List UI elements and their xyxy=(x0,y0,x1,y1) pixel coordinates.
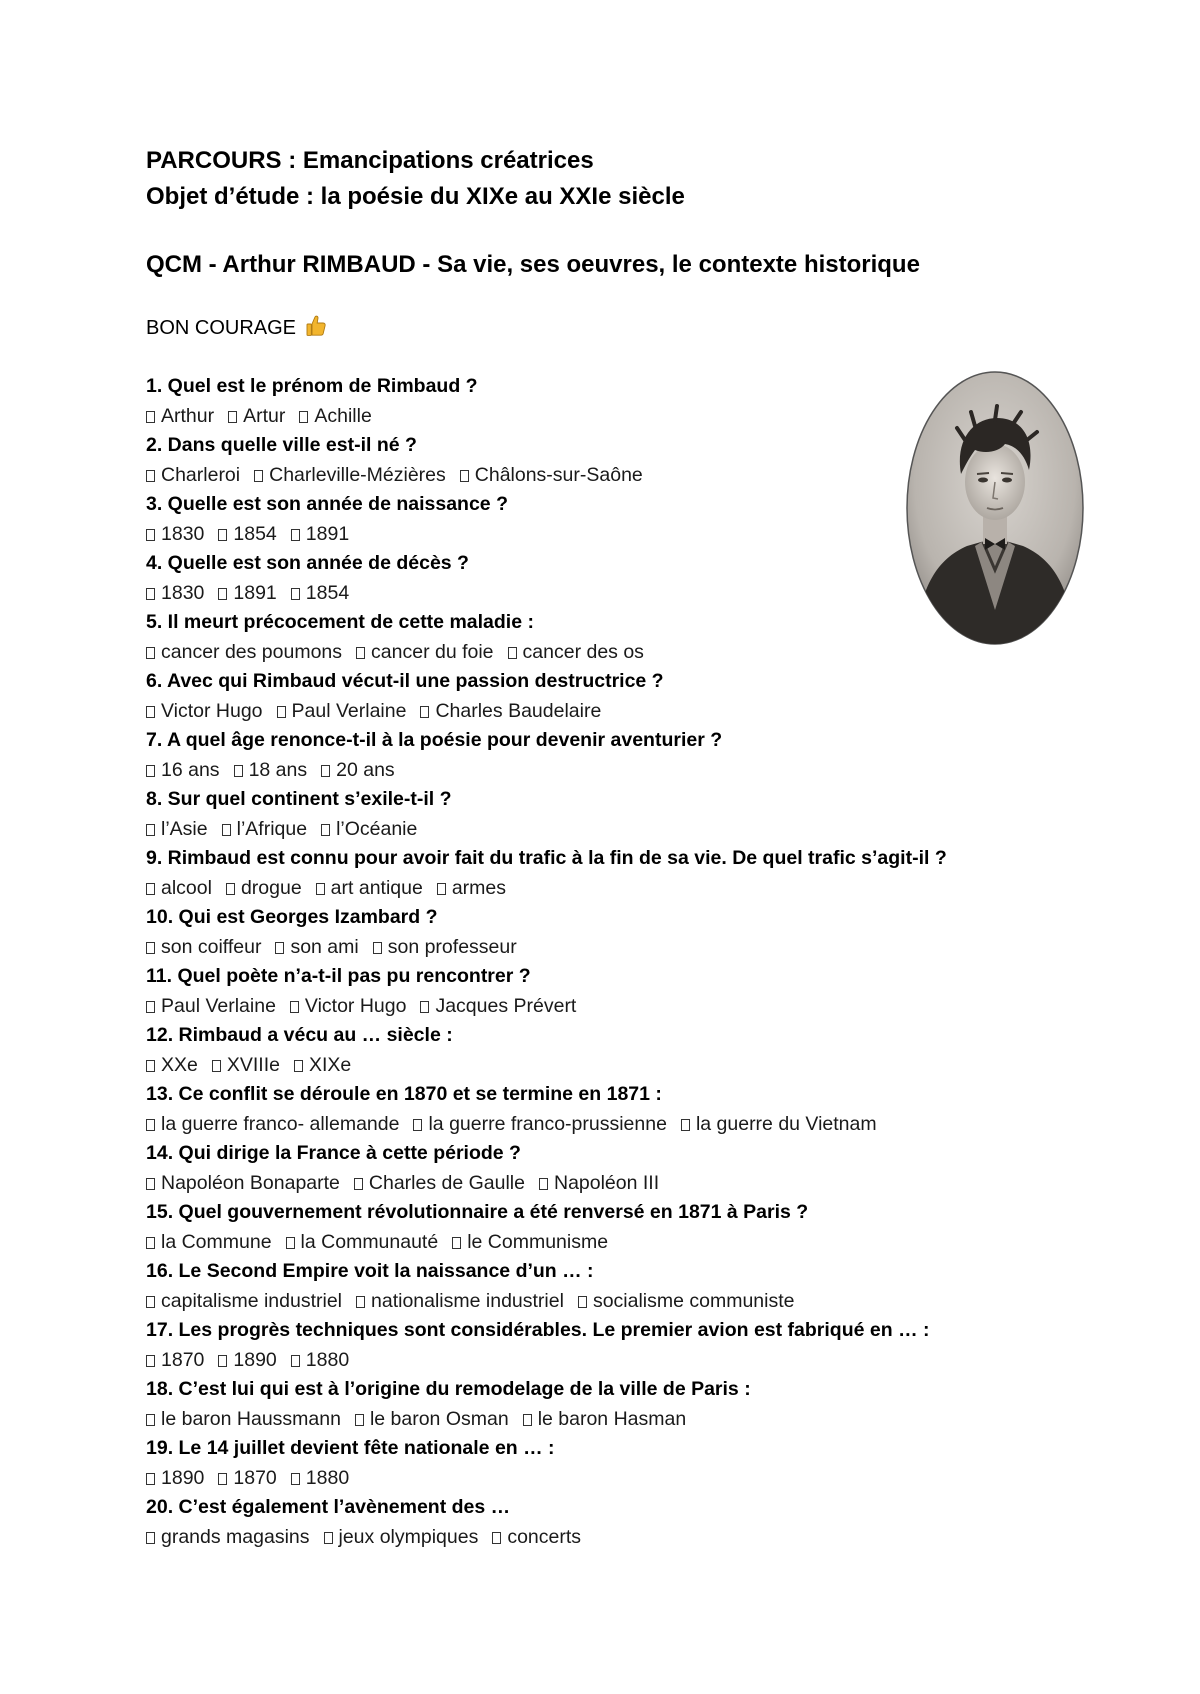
answer-option-label: Arthur xyxy=(161,404,215,427)
checkbox-icon[interactable] xyxy=(218,529,227,541)
answer-options xyxy=(146,1287,1086,1317)
answer-options xyxy=(146,1110,1086,1140)
question-text: 4. Quelle est son année de décès ? xyxy=(146,552,469,574)
checkbox-icon[interactable] xyxy=(452,1237,461,1249)
checkbox-icon[interactable] xyxy=(146,411,155,423)
answer-option[interactable] xyxy=(146,520,204,550)
answer-option-label: XIXe xyxy=(308,1053,352,1076)
objet-etude-title: Objet d’étude : la poésie du XIXe au XXIe siècle xyxy=(146,183,685,210)
checkbox-icon[interactable] xyxy=(286,1237,295,1249)
answer-option-label: cancer des os xyxy=(522,640,644,663)
answer-option[interactable] xyxy=(460,461,643,491)
answer-option-label: Napoléon III xyxy=(553,1171,660,1194)
answer-option-label: Paul Verlaine xyxy=(161,994,276,1017)
answer-option-label: le baron Haussmann xyxy=(161,1407,341,1430)
answer-option[interactable] xyxy=(290,992,407,1022)
answer-option[interactable] xyxy=(294,1051,351,1081)
checkbox-icon[interactable] xyxy=(290,1001,299,1013)
answer-option-label: Achille xyxy=(314,404,372,427)
answer-option[interactable] xyxy=(254,461,446,491)
checkbox-icon[interactable] xyxy=(356,647,365,659)
answer-option-label: XXe xyxy=(161,1053,198,1076)
answer-option[interactable] xyxy=(146,1464,204,1494)
parcours-title: PARCOURS : Emancipations créatrices xyxy=(146,147,594,174)
answer-option-label: Paul Verlaine xyxy=(291,699,407,722)
checkbox-icon[interactable] xyxy=(420,706,429,718)
checkbox-icon[interactable] xyxy=(146,824,155,836)
checkbox-icon[interactable] xyxy=(222,824,231,836)
answer-option[interactable] xyxy=(539,1169,659,1199)
answer-option[interactable] xyxy=(291,520,349,550)
checkbox-icon[interactable] xyxy=(291,1355,300,1367)
answer-option-label: 1870 xyxy=(233,1466,277,1489)
checkbox-icon[interactable] xyxy=(355,1414,364,1426)
checkbox-icon[interactable] xyxy=(146,706,155,718)
answer-option[interactable] xyxy=(321,815,417,845)
checkbox-icon[interactable] xyxy=(373,942,382,954)
answer-options xyxy=(146,1169,1086,1199)
question-text: 18. C’est lui qui est à l’origine du remodelage de la ville de Paris : xyxy=(146,1378,751,1400)
checkbox-icon[interactable] xyxy=(218,1355,227,1367)
question-text: 5. Il meurt précocement de cette maladie : xyxy=(146,611,534,633)
answer-option[interactable] xyxy=(420,697,601,727)
question-text: 12. Rimbaud a vécu au … siècle : xyxy=(146,1024,453,1046)
answer-option-label: nationalisme industriel xyxy=(371,1289,564,1312)
answer-options xyxy=(146,1464,1086,1494)
checkbox-icon[interactable] xyxy=(146,765,155,777)
answer-option-label: Charles de Gaulle xyxy=(368,1171,525,1194)
answer-option-label: cancer du foie xyxy=(371,640,494,663)
answer-options xyxy=(146,874,1086,904)
answer-option-label: son coiffeur xyxy=(161,935,262,958)
answer-option-label: cancer des poumons xyxy=(161,640,343,663)
answer-option[interactable] xyxy=(452,1228,608,1258)
answer-option-label: 20 ans xyxy=(336,758,395,781)
checkbox-icon[interactable] xyxy=(437,883,446,895)
checkbox-icon[interactable] xyxy=(681,1119,690,1131)
answer-options xyxy=(146,756,1086,786)
answer-option[interactable] xyxy=(316,874,423,904)
answer-option-label: 1830 xyxy=(161,522,205,545)
answer-option[interactable] xyxy=(218,520,276,550)
thumbs-up-icon xyxy=(306,315,326,337)
answer-option-label: le baron Osman xyxy=(369,1407,509,1430)
checkbox-icon[interactable] xyxy=(146,470,155,482)
checkbox-icon[interactable] xyxy=(291,588,300,600)
answer-option[interactable] xyxy=(413,1110,666,1140)
answer-option-label: le Communisme xyxy=(467,1230,609,1253)
answer-option-label: jeux olympiques xyxy=(338,1525,479,1548)
answer-option[interactable] xyxy=(218,579,276,609)
checkbox-icon[interactable] xyxy=(508,647,517,659)
checkbox-icon[interactable] xyxy=(291,529,300,541)
answer-option[interactable] xyxy=(146,815,208,845)
checkbox-icon[interactable] xyxy=(218,1473,227,1485)
answer-option[interactable] xyxy=(146,1287,342,1317)
answer-option-label: la guerre du Vietnam xyxy=(695,1112,877,1135)
answer-options xyxy=(146,815,1086,845)
answer-option[interactable] xyxy=(146,933,261,963)
encouragement-text: BON COURAGE xyxy=(146,317,297,339)
checkbox-icon[interactable] xyxy=(254,470,263,482)
checkbox-icon[interactable] xyxy=(146,1001,155,1013)
answer-option[interactable] xyxy=(354,1169,525,1199)
checkbox-icon[interactable] xyxy=(146,588,155,600)
checkbox-icon[interactable] xyxy=(146,1414,155,1426)
answer-option-label: 1890 xyxy=(233,1348,277,1371)
question-text: 7. A quel âge renonce-t-il à la poésie pour devenir aventurier ? xyxy=(146,729,723,751)
answer-option[interactable] xyxy=(146,1405,341,1435)
answer-option-label: 1891 xyxy=(233,581,277,604)
answer-option-label: Napoléon Bonaparte xyxy=(161,1171,340,1194)
answer-option[interactable] xyxy=(275,933,358,963)
rimbaud-portrait xyxy=(905,370,1085,646)
answer-option[interactable] xyxy=(146,756,220,786)
question-text: 6. Avec qui Rimbaud vécut-il une passion destructrice ? xyxy=(146,670,664,692)
answer-option[interactable] xyxy=(146,1169,340,1199)
question-text: 9. Rimbaud est connu pour avoir fait du trafic à la fin de sa vie. De quel trafic s’agit-il ? xyxy=(146,847,947,869)
answer-option-label: 16 ans xyxy=(161,758,220,781)
answer-options xyxy=(146,1346,1086,1376)
question-text: 11. Quel poète n’a-t-il pas pu rencontrer ? xyxy=(146,965,531,987)
checkbox-icon[interactable] xyxy=(146,529,155,541)
answer-option[interactable] xyxy=(146,1228,272,1258)
answer-option[interactable] xyxy=(373,933,517,963)
answer-option-label: son ami xyxy=(290,935,359,958)
checkbox-icon[interactable] xyxy=(146,942,155,954)
answer-option-label: 1854 xyxy=(305,581,350,604)
answer-option[interactable] xyxy=(146,874,212,904)
checkbox-icon[interactable] xyxy=(228,411,237,423)
answer-option[interactable] xyxy=(356,638,494,668)
checkbox-icon[interactable] xyxy=(234,765,243,777)
checkbox-icon[interactable] xyxy=(146,1473,155,1485)
checkbox-icon[interactable] xyxy=(321,824,330,836)
answer-option-label: la guerre franco-prussienne xyxy=(428,1112,667,1135)
checkbox-icon[interactable] xyxy=(146,883,155,895)
answer-option[interactable] xyxy=(492,1523,581,1553)
checkbox-icon[interactable] xyxy=(291,1473,300,1485)
answer-option-label: Artur xyxy=(243,404,286,427)
question-text: 8. Sur quel continent s’exile-t-il ? xyxy=(146,788,452,810)
answer-option-label: l’Océanie xyxy=(336,817,418,840)
checkbox-icon[interactable] xyxy=(420,1001,429,1013)
question-text: 13. Ce conflit se déroule en 1870 et se termine en 1871 : xyxy=(146,1083,662,1105)
answer-option-label: Charleville-Mézières xyxy=(269,463,446,486)
question-text: 14. Qui dirige la France à cette période ? xyxy=(146,1142,521,1164)
question-text: 16. Le Second Empire voit la naissance d’un … : xyxy=(146,1260,594,1282)
answer-option-label: Charleroi xyxy=(161,463,241,486)
question-text: 3. Quelle est son année de naissance ? xyxy=(146,493,508,515)
answer-option[interactable] xyxy=(523,1405,687,1435)
answer-option-label: la Commune xyxy=(161,1230,272,1253)
answer-option-label: la guerre franco- allemande xyxy=(161,1112,400,1135)
answer-option[interactable] xyxy=(437,874,506,904)
answer-option-label: socialisme communiste xyxy=(592,1289,795,1312)
answer-option[interactable] xyxy=(146,1110,399,1140)
checkbox-icon[interactable] xyxy=(146,1355,155,1367)
answer-options xyxy=(146,1051,1086,1081)
checkbox-icon[interactable] xyxy=(460,470,469,482)
checkbox-icon[interactable] xyxy=(324,1532,333,1544)
answer-option[interactable] xyxy=(228,402,285,432)
checkbox-icon[interactable] xyxy=(294,1060,303,1072)
answer-option[interactable] xyxy=(420,992,576,1022)
answer-option[interactable] xyxy=(212,1051,280,1081)
answer-option-label: 1854 xyxy=(233,522,277,545)
question-text: 10. Qui est Georges Izambard ? xyxy=(146,906,438,928)
answer-option[interactable] xyxy=(146,638,342,668)
question-text: 2. Dans quelle ville est-il né ? xyxy=(146,434,417,456)
answer-option[interactable] xyxy=(146,1523,310,1553)
checkbox-icon[interactable] xyxy=(212,1060,221,1072)
checkbox-icon[interactable] xyxy=(277,706,286,718)
answer-option-label: l’Asie xyxy=(161,817,208,840)
checkbox-icon[interactable] xyxy=(146,1178,155,1190)
answer-option-label: capitalisme industriel xyxy=(161,1289,342,1312)
checkbox-icon[interactable] xyxy=(356,1296,365,1308)
answer-option[interactable] xyxy=(286,1228,439,1258)
answer-option[interactable] xyxy=(291,1464,349,1494)
checkbox-icon[interactable] xyxy=(413,1119,422,1131)
answer-option-label: 1891 xyxy=(305,522,350,545)
checkbox-icon[interactable] xyxy=(321,765,330,777)
encouragement-line xyxy=(146,313,326,343)
answer-option-label: concerts xyxy=(507,1525,582,1548)
answer-option[interactable] xyxy=(218,1464,276,1494)
answer-option-label: drogue xyxy=(240,876,302,899)
checkbox-icon[interactable] xyxy=(146,1237,155,1249)
answer-option[interactable] xyxy=(222,815,307,845)
checkbox-icon[interactable] xyxy=(354,1178,363,1190)
answer-option-label: le baron Hasman xyxy=(537,1407,687,1430)
answer-option-label: Charles Baudelaire xyxy=(435,699,602,722)
answer-option-label: la Communauté xyxy=(300,1230,439,1253)
checkbox-icon[interactable] xyxy=(492,1532,501,1544)
answer-option[interactable] xyxy=(234,756,308,786)
answer-option-label: 1830 xyxy=(161,581,205,604)
checkbox-icon[interactable] xyxy=(146,1296,155,1308)
answer-option[interactable] xyxy=(508,638,644,668)
answer-options xyxy=(146,1405,1086,1435)
answer-option-label: XVIIIe xyxy=(226,1053,280,1076)
answer-option[interactable] xyxy=(681,1110,877,1140)
answer-option[interactable] xyxy=(321,756,395,786)
question-text: 19. Le 14 juillet devient fête nationale en … : xyxy=(146,1437,555,1459)
answer-option[interactable] xyxy=(299,402,371,432)
question-text: 15. Quel gouvernement révolutionnaire a été renversé en 1871 à Paris ? xyxy=(146,1201,809,1223)
answer-option-label: Victor Hugo xyxy=(161,699,263,722)
answer-option[interactable] xyxy=(356,1287,564,1317)
answer-option[interactable] xyxy=(146,1051,198,1081)
answer-options xyxy=(146,992,1086,1022)
answer-option-label: alcool xyxy=(161,876,212,899)
answer-option-label: 1870 xyxy=(161,1348,205,1371)
question-text: 1. Quel est le prénom de Rimbaud ? xyxy=(146,375,478,397)
answer-option[interactable] xyxy=(291,579,349,609)
checkbox-icon[interactable] xyxy=(146,1060,155,1072)
answer-option[interactable] xyxy=(277,697,407,727)
answer-options xyxy=(146,1228,1086,1258)
checkbox-icon[interactable] xyxy=(539,1178,548,1190)
answer-option[interactable] xyxy=(218,1346,276,1376)
checkbox-icon[interactable] xyxy=(275,942,284,954)
qcm-title: QCM - Arthur RIMBAUD - Sa vie, ses oeuvres, le contexte historique xyxy=(146,251,920,278)
checkbox-icon[interactable] xyxy=(146,1119,155,1131)
answer-option[interactable] xyxy=(578,1287,795,1317)
checkbox-icon[interactable] xyxy=(578,1296,587,1308)
answer-options xyxy=(146,933,1086,963)
answer-option[interactable] xyxy=(291,1346,349,1376)
answer-option-label: l’Afrique xyxy=(236,817,308,840)
answer-option-label: Châlons-sur-Saône xyxy=(474,463,643,486)
answer-option-label: 18 ans xyxy=(248,758,308,781)
checkbox-icon[interactable] xyxy=(218,588,227,600)
checkbox-icon[interactable] xyxy=(299,411,308,423)
answer-option-label: art antique xyxy=(330,876,423,899)
checkbox-icon[interactable] xyxy=(316,883,325,895)
answer-option[interactable] xyxy=(355,1405,509,1435)
checkbox-icon[interactable] xyxy=(146,1532,155,1544)
answer-option-label: grands magasins xyxy=(161,1525,310,1548)
answer-option[interactable] xyxy=(146,992,276,1022)
checkbox-icon[interactable] xyxy=(523,1414,532,1426)
answer-option[interactable] xyxy=(146,697,263,727)
answer-option[interactable] xyxy=(146,579,204,609)
answer-options xyxy=(146,697,1086,727)
checkbox-icon[interactable] xyxy=(226,883,235,895)
answer-option-label: 1880 xyxy=(305,1466,350,1489)
answer-option[interactable] xyxy=(146,461,240,491)
answer-option-label: 1890 xyxy=(161,1466,205,1489)
answer-option[interactable] xyxy=(226,874,302,904)
answer-option[interactable] xyxy=(324,1523,479,1553)
answer-option-label: Jacques Prévert xyxy=(435,994,577,1017)
answer-option-label: Victor Hugo xyxy=(304,994,407,1017)
answer-option-label: son professeur xyxy=(387,935,517,958)
document-header xyxy=(146,143,1106,215)
answer-option-label: armes xyxy=(451,876,507,899)
question-text: 17. Les progrès techniques sont considérables. Le premier avion est fabriqué en … : xyxy=(146,1319,930,1341)
answer-options xyxy=(146,1523,1086,1553)
answer-option-label: 1880 xyxy=(305,1348,350,1371)
answer-option[interactable] xyxy=(146,1346,204,1376)
answer-option[interactable] xyxy=(146,402,214,432)
checkbox-icon[interactable] xyxy=(146,647,155,659)
question-text: 20. C’est également l’avènement des … xyxy=(146,1496,511,1518)
